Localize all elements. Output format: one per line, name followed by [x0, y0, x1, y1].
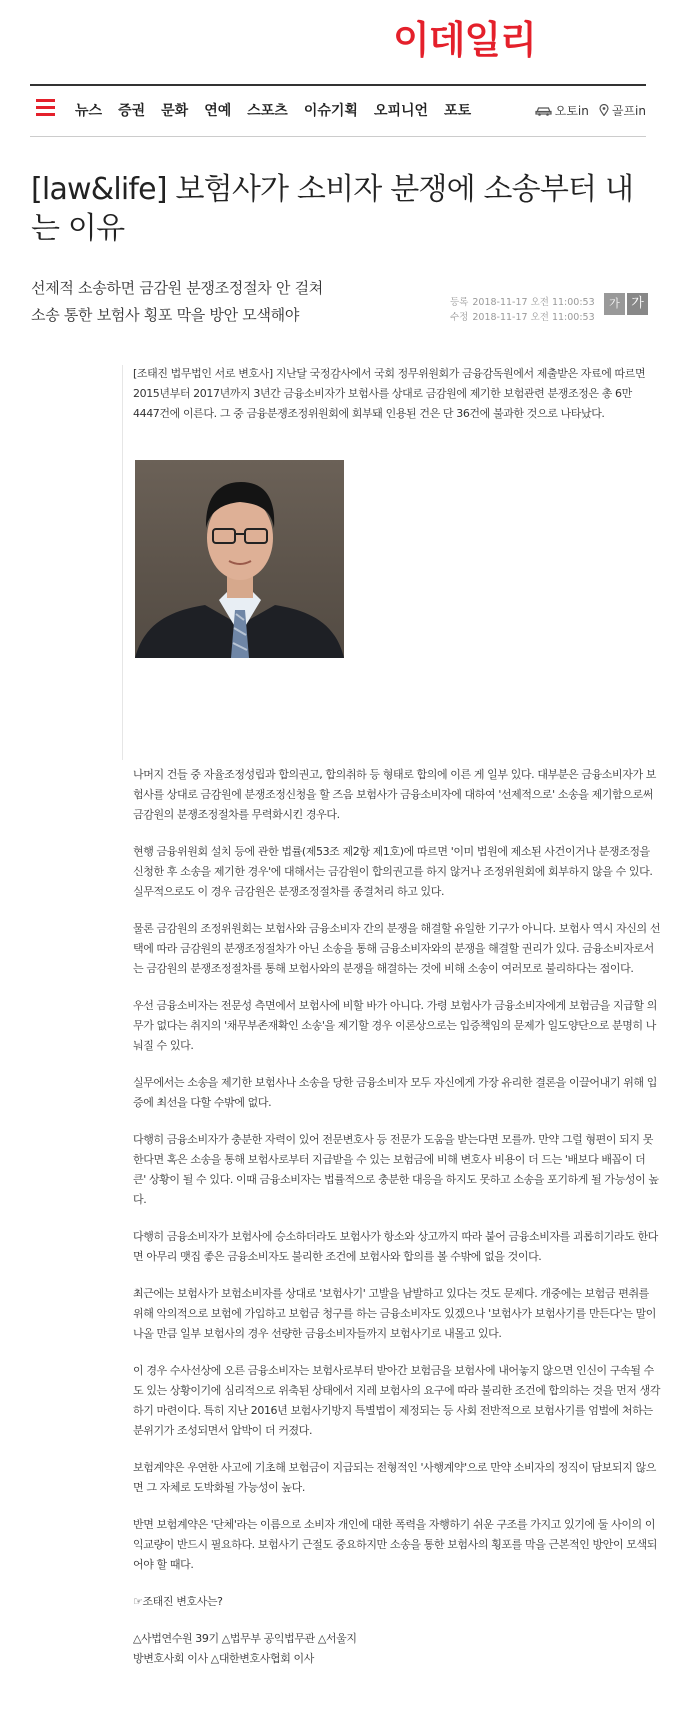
nav-item-issue-feature[interactable]: 이슈기획 [303, 103, 358, 119]
nav-item-stocks[interactable]: 증권 [118, 103, 146, 119]
article-paragraph: 다행히 금융소비자가 충분한 자력이 있어 전문변호사 등 전문가 도움을 받는다면 모를까. 만약 그럴 형편이 되지 못한다면 혹은 소송을 통해 보험사로부터 지급받을 수 있는 보험금에 비해 변호사 비용이 더 드는 '배보다 배꼽이 더 큰' 상황이 될 수 있다. 이때 금융소비자는 법률적으로 충분한 대응을 하지도 못하고 소송을 포기하게 될 가능성이 높다. [133, 1133, 659, 1206]
nav-right-links [525, 86, 646, 134]
author-photo [135, 460, 344, 658]
hamburger-menu-icon[interactable] [36, 99, 55, 117]
registered-date: 등록 2018-11-17 오전 11:00:53 [450, 297, 595, 308]
article-headline: [law&life] 보험사가 소비자 분쟁에 소송부터 내는 이유 [31, 172, 634, 246]
article-lead: [조태진 법무법인 서로 변호사] 지난달 국정감사에서 국회 정무위원회가 금융감독원에서 제출받은 자료에 따르면 2015년부터 2017년까지 3년간 금융소비자가 보험사를 상대로 금감원에 제기한 보험관련 분쟁조정은 총 6만 4447건에 이른다. 그 중 금융분쟁조정위원회에 회부돼 인용된 건은 단 36건에 불과한 것으로 나타났다. [133, 367, 646, 420]
font-size-controls [602, 293, 648, 315]
brand-logo[interactable]: 이데일리 [393, 18, 536, 62]
article-paragraph: 우선 금융소비자는 전문성 측면에서 보험사에 비할 바가 아니다. 가령 보험사가 금융소비자에게 보험금을 지급할 의무가 없다는 취지의 '채무부존재확인 소송'을 제기할 경우 이론상으로는 입증책임의 문제가 일도양단으로 분명히 나눠질 수 있다. [133, 999, 657, 1052]
article-dates [450, 295, 595, 325]
article-paragraph: 실무에서는 소송을 제기한 보험사나 소송을 당한 금융소비자 모두 자신에게 가장 유리한 결론을 이끌어내기 위해 입증에 최선을 다할 수밖에 없다. [133, 1076, 657, 1109]
golf-in-link[interactable] [599, 102, 646, 119]
article-paragraph: 나머지 건들 중 자율조정성립과 합의권고, 합의취하 등 형태로 합의에 이른 게 일부 있다. 대부분은 금융소비자가 보험사를 상대로 금감원에 분쟁조정신청을 할 즈음 보험사가 금융소비자에 대하여 '선제적으로' 소송을 제기함으로써 금감원의 분쟁조정절차를 무력화시킨 경우다. [133, 768, 657, 821]
nav-item-entertainment[interactable]: 연예 [204, 103, 232, 119]
font-increase-button[interactable]: 가 [627, 293, 648, 315]
author-bio-heading: ☞조태진 변호사는? [133, 1595, 223, 1608]
article-paragraph: 반면 보험계약은 '단체'라는 이름으로 소비자 개인에 대한 폭력을 자행하기 쉬운 구조를 가지고 있기에 둘 사이의 이익교량이 반드시 필요하다. 보험사기 근절도 중요하지만 소송을 통한 보험사의 횡포를 막을 근본적인 방안이 모색되어야 할 때다. [133, 1518, 657, 1571]
nav-item-sports[interactable]: 스포츠 [247, 103, 288, 119]
subtitle-line: 소송 통한 보험사 횡포 막을 방안 모색해야 [31, 306, 300, 324]
article-body [133, 765, 661, 1669]
top-navigation [30, 84, 646, 137]
nav-item-opinion[interactable]: 오피니언 [373, 103, 429, 119]
article-paragraph: 다행히 금융소비자가 보험사에 승소하더라도 보험사가 항소와 상고까지 따라 붙어 금융소비자를 괴롭히기라도 한다면 아무리 맷집 좋은 금융소비자도 불리한 조건에 보험사와 합의를 볼 수밖에 없을 것이다. [133, 1230, 658, 1263]
article-paragraph: 보험계약은 우연한 사고에 기초해 보험금이 지급되는 전형적인 '사행계약'으로 만약 소비자의 정직이 담보되지 않으면 그 자체로 도박화될 가능성이 높다. [133, 1461, 657, 1494]
article-paragraph: 현행 금융위원회 설치 등에 관한 법률(제53조 제2항 제1호)에 따르면 '이미 법원에 제소된 사건이거나 분쟁조정을 신청한 후 소송을 제기한 경우'에 대해서는 금감원이 합의권고를 하지 않거나 조정위원회에 회부하지 않을 수 있다. 실무적으로도 이 경우 금감원은 분쟁조정절차를 종결처리 하고 있다. [133, 845, 653, 898]
modified-date: 수정 2018-11-17 오전 11:00:53 [450, 312, 595, 323]
nav-item-photo[interactable]: 포토 [444, 103, 472, 119]
golf-in-label: 골프in [611, 103, 646, 118]
car-icon [535, 105, 552, 116]
golf-pin-icon [599, 104, 609, 116]
nav-menu [75, 86, 487, 134]
nav-item-culture[interactable]: 문화 [161, 103, 189, 119]
author-bio-line: 방변호사회 이사 △대한변호사협회 이사 [133, 1652, 314, 1665]
auto-in-label: 오토in [554, 103, 589, 118]
font-decrease-button[interactable]: 가 [604, 293, 625, 315]
lead-divider [122, 365, 123, 760]
nav-item-news[interactable]: 뉴스 [75, 103, 103, 119]
article-paragraph: 이 경우 수사선상에 오른 금융소비자는 보험사로부터 받아간 보험금을 보험사에 내어놓지 않으면 인신이 구속될 수도 있는 상황이기에 심리적으로 위축된 상태에서 지레 보험사의 요구에 따라 불리한 조건에 합의하는 것을 먼저 생각하기 마련이다. 특히 지난 2016년 보험사기방지 특별법이 제정되는 등 사회 전반적으로 보험사기를 엄벌에 처하는 분위기가 조성되면서 압박이 더 커졌다. [133, 1364, 661, 1437]
article-subtitle [31, 275, 323, 329]
author-bio-line: △사법연수원 39기 △법무부 공익법무관 △서울지 [133, 1632, 357, 1645]
article-paragraph: 최근에는 보험사가 보험소비자를 상대로 '보험사기' 고발을 남발하고 있다는 것도 문제다. 개중에는 보험금 편취를 위해 악의적으로 보험에 가입하고 보험금 청구를 하는 금융소비자도 있겠으나 '보험사가 보험사기를 만든다'는 말이 나올 만큼 일부 보험사의 경우 선량한 금융소비자들까지 보험사기로 내몰고 있다. [133, 1287, 657, 1340]
auto-in-link[interactable] [535, 102, 589, 119]
article-paragraph: 물론 금감원의 조정위원회는 보험사와 금융소비자 간의 분쟁을 해결할 유일한 기구가 아니다. 보험사 역시 자신의 선택에 따라 금감원의 분쟁조정절차가 아닌 소송을 통해 금융소비자와의 분쟁을 해결할 권리가 있다. 금융소비자로서는 금감원의 분쟁조정절차를 통해 보험사와의 분쟁을 해결하는 것에 비해 소송이 여러모로 불리하다는 점이다. [133, 922, 661, 975]
subtitle-line: 선제적 소송하면 금감원 분쟁조정절차 안 걸쳐 [31, 279, 323, 297]
